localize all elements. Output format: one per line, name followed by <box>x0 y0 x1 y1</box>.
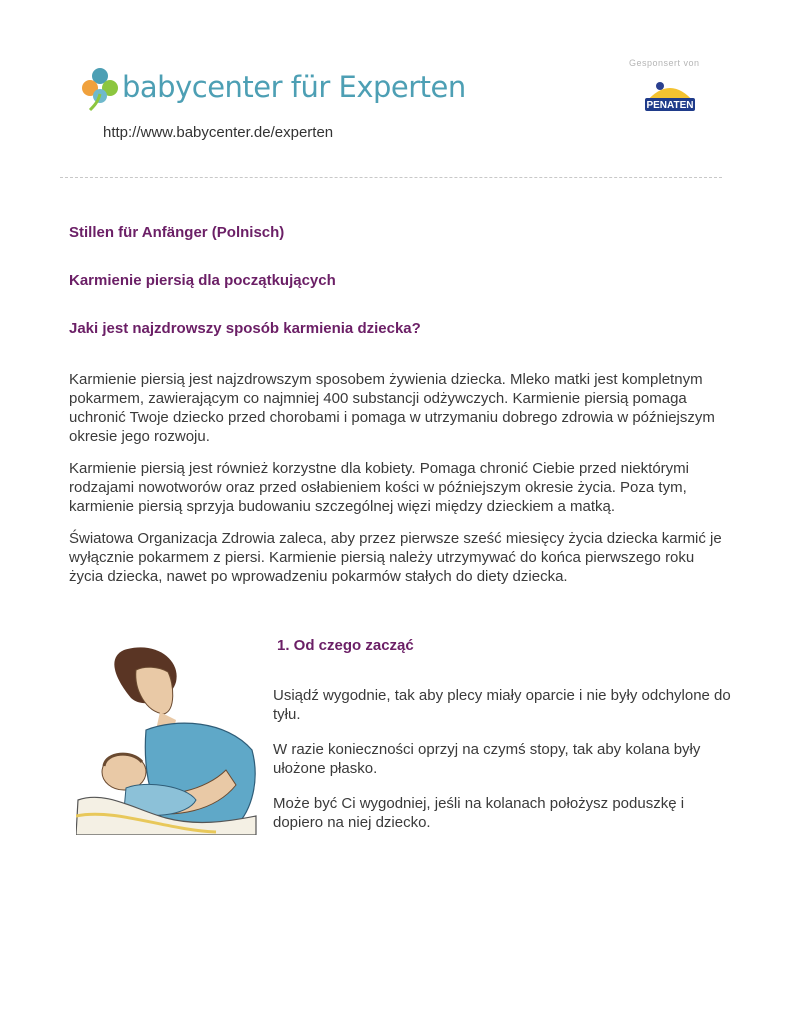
tip-pillow: Może być Ci wygodniej, jeśli na kolanach położysz poduszkę i dopiero na niej dziecko. <box>273 795 685 831</box>
section-1-title: 1. Od czego zacząć <box>277 637 414 654</box>
logo-text: babycenter für Experten <box>122 70 466 104</box>
paragraph-who-recommendation: Światowa Organizacja Zdrowia zaleca, aby przez pierwsze sześć miesięcy życia dziecka karmić je wyłącznie pokarmem z piersi. Karmienie piersią należy utrzymywać do końca pierwszego roku życia dziecka, nawet po wprowadzeniu pokarmów stałych do diety dziecka. <box>69 530 722 585</box>
babycenter-flower-icon <box>80 66 120 112</box>
tip-feet: W razie konieczności oprzyj na czymś stopy, tak aby kolana były ułożone płasko. <box>273 741 701 777</box>
header-divider <box>60 177 722 178</box>
breastfeeding-mother-illustration <box>76 640 262 835</box>
sponsor-label: Gesponsert von <box>629 58 700 68</box>
paragraph-benefits-mother: Karmienie piersią jest również korzystne dla kobiety. Pomaga chronić Ciebie przed niektórymi rodzajami nowotworów oraz przed osłabieniem kości w późniejszym okresie życia. Poza tym, karmienie piersią sprzyja budowaniu szczególnej więzi między dzieckiem a matką. <box>69 460 689 515</box>
tip-sitting: Usiądź wygodnie, tak aby plecy miały oparcie i nie były odchylone do tyłu. <box>273 687 731 723</box>
section-question-heading: Jaki jest najzdrowszy sposób karmienia dziecka? <box>69 320 421 337</box>
sponsor-brand: PENATEN <box>646 100 694 111</box>
page-title-polish: Karmienie piersią dla początkujących <box>69 272 336 289</box>
website-url[interactable]: http://www.babycenter.de/experten <box>103 124 334 141</box>
page-title-german: Stillen für Anfänger (Polnisch) <box>69 224 285 241</box>
paragraph-intro: Karmienie piersią jest najzdrowszym sposobem żywienia dziecka. Mleko matki jest kompletnym pokarmem, zawierającym co najmniej 400 substancji odżywczych. Karmienie piersią pomaga uchronić Twoje dziecko przed chorobami i pomaga w utrzymaniu dobrego zdrowia w późniejszym okresie jego rozwoju. <box>69 371 715 445</box>
penaten-logo-icon <box>642 72 698 114</box>
babycenter-logo[interactable] <box>80 66 466 116</box>
